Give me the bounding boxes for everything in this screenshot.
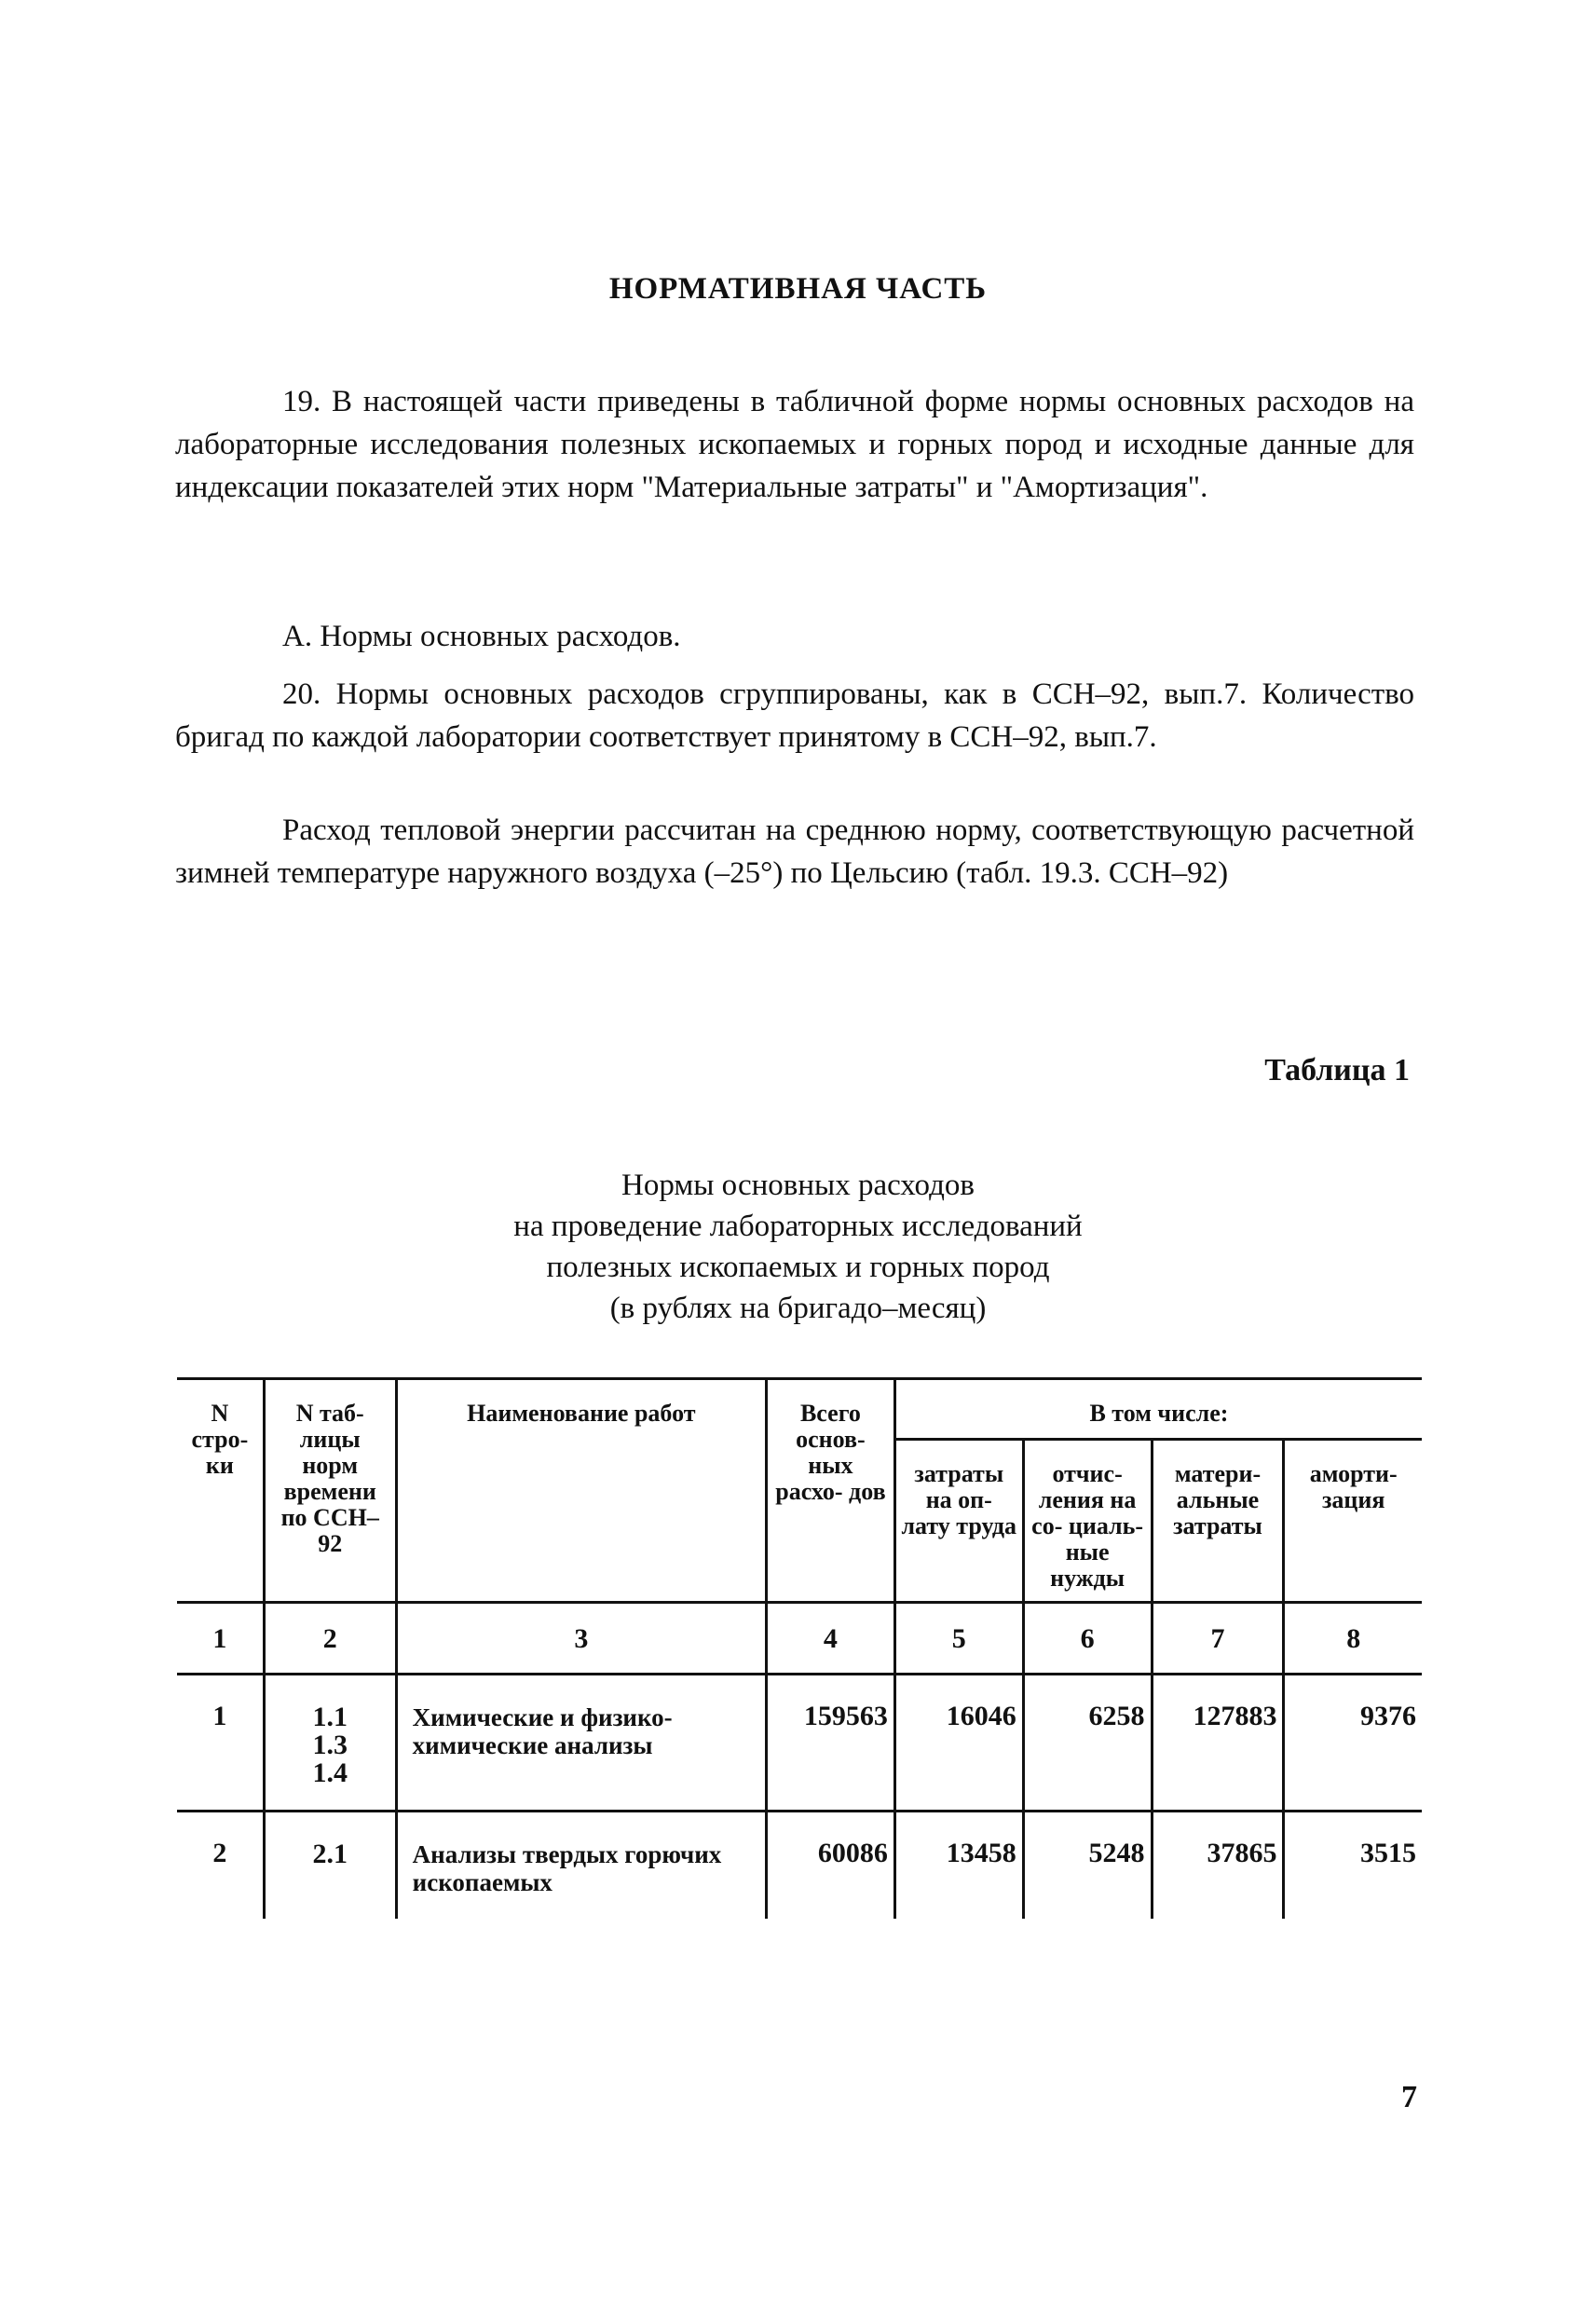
cell-table-refs xyxy=(264,1812,396,1920)
caption-line: Нормы основных расходов xyxy=(621,1169,975,1202)
cell-labor: 16046 xyxy=(894,1675,1023,1812)
cell-row-number: 1 xyxy=(177,1675,264,1812)
column-number: 8 xyxy=(1284,1603,1422,1675)
caption-line: (в рублях на бригадо–месяц) xyxy=(609,1292,987,1325)
cell-social: 6258 xyxy=(1023,1675,1152,1812)
column-number: 5 xyxy=(894,1603,1023,1675)
paragraph-heat-energy: Расход тепловой энергии рассчитан на среднюю норму, соответствующую расчетной зимней температуре наружного воздуха (–25°) по Цельсию (табл. 19.3. ССН–92) xyxy=(175,814,1414,890)
paragraph-20: 20. Нормы основных расходов сгруппированы, как в ССН–92, вып.7. Количество бригад по каждой лаборатории соответствует принятому в ССН–92, вып.7. xyxy=(175,677,1414,754)
cell-total: 60086 xyxy=(767,1812,895,1920)
table-ref: 1.1 xyxy=(312,1702,348,1732)
table-caption xyxy=(0,1165,1596,1329)
paragraph-a-heading: А. Нормы основных расходов. xyxy=(282,620,681,653)
section-heading: НОРМАТИВНАЯ ЧАСТЬ xyxy=(608,272,988,306)
cell-table-refs xyxy=(264,1675,396,1812)
cell-work-name: Анализы твердых горючих ископаемых xyxy=(396,1812,766,1920)
column-number: 2 xyxy=(264,1603,396,1675)
table-row xyxy=(177,1812,1422,1920)
table-label: Таблица 1 xyxy=(1264,1053,1410,1087)
cell-total: 159563 xyxy=(767,1675,895,1812)
caption-line: на проведение лабораторных исследований xyxy=(513,1210,1083,1243)
header-row-number: N стро- ки xyxy=(177,1379,264,1603)
cell-social: 5248 xyxy=(1023,1812,1152,1920)
paragraph-19: 19. В настоящей части приведены в табличной форме нормы основных расходов на лабораторные исследования полезных ископаемых и горных пород и исходные данные для индексации показателей этих норм "Материальные затраты" и "Амортизация". xyxy=(175,385,1414,504)
cell-row-number: 2 xyxy=(177,1812,264,1920)
table-row xyxy=(177,1675,1422,1812)
cell-amortization: 9376 xyxy=(1284,1675,1422,1812)
norms-table xyxy=(177,1377,1422,1919)
header-amortization: аморти- зация xyxy=(1284,1440,1422,1603)
cell-amortization: 3515 xyxy=(1284,1812,1422,1920)
column-number: 3 xyxy=(396,1603,766,1675)
cell-labor: 13458 xyxy=(894,1812,1023,1920)
table-ref: 1.4 xyxy=(312,1757,348,1788)
header-social: отчис- ления на со- циаль- ные нужды xyxy=(1023,1440,1152,1603)
table-ref: 1.3 xyxy=(312,1730,348,1760)
column-number: 1 xyxy=(177,1603,264,1675)
cell-work-name: Химические и физико-химические анализы xyxy=(396,1675,766,1812)
header-including: В том числе: xyxy=(894,1379,1422,1440)
column-number: 7 xyxy=(1152,1603,1284,1675)
header-work-name: Наименование работ xyxy=(396,1379,766,1603)
header-labor: затраты на оп- лату труда xyxy=(894,1440,1023,1603)
header-material: матери- альные затраты xyxy=(1152,1440,1284,1603)
page-number: 7 xyxy=(1401,2080,1417,2114)
cell-material: 127883 xyxy=(1152,1675,1284,1812)
caption-line: полезных ископаемых и горных пород xyxy=(546,1251,1050,1284)
cell-material: 37865 xyxy=(1152,1812,1284,1920)
table-ref: 2.1 xyxy=(312,1839,348,1869)
column-number: 4 xyxy=(767,1603,895,1675)
column-number: 6 xyxy=(1023,1603,1152,1675)
header-total: Всего основ- ных расхо- дов xyxy=(767,1379,895,1603)
header-table-number: N таб- лицы норм времени по ССН– 92 xyxy=(264,1379,396,1603)
